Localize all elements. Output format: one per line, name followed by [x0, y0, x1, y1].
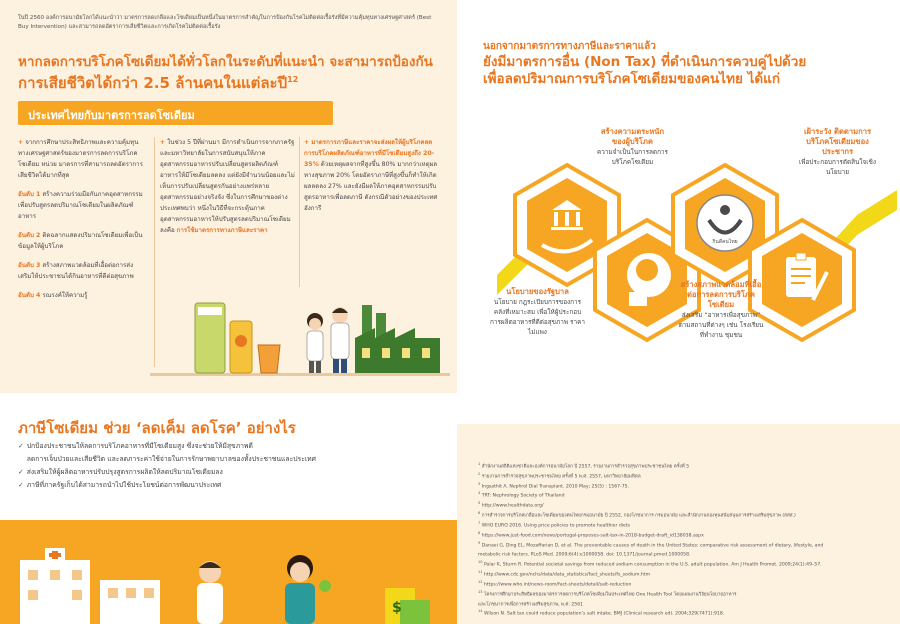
reference-item: $^7$ WHO EURO 2016. Using price policies to promote healthier diets	[478, 520, 631, 529]
measure-title: นโยบายของรัฐบาล	[506, 287, 569, 296]
measure-desc: นโยบาย กฎระเบียบการของการคลังที่เหมาะสม เพื่อให้ผู้ประกอบการผลิตอาหารที่ดีต่อสุขภาพ ราคาไม่แพง	[490, 298, 585, 336]
reference-item: $^{13}$ โครงการศึกษาประสิทธิผลของมาตรการลดการบริโภคโซเดียมในประเทศไทย One Health Tool โดยแผนงานวิจัยนโยบายอาหาร	[478, 589, 737, 598]
list-item: ✓ ส่งเสริมให้ผู้ผลิตอาหารปรับปรุงสูตรการผลิตให้ลดปริมาณโซเดียมลง	[18, 468, 223, 476]
measure-desc: ความจำเป็นในการลดการบริโภคโซเดียม	[597, 148, 668, 166]
noodle-cup-icon	[258, 345, 280, 373]
reference-item: $^5$ http://www.healthdata.org/	[478, 501, 544, 509]
measure-2	[595, 127, 670, 167]
column-2	[160, 137, 295, 244]
building-icon	[100, 580, 160, 624]
rank-2: อันดับ 2 ติดฉลากแสดงปริมาณโซเดียมเพื่อเป็นข้อมูลให้ผู้บริโภค	[18, 232, 143, 250]
benefit-title: ภาษีโซเดียม ช่วย ‘ลดเค็ม ลดโรค’ อย่างไร	[18, 419, 296, 437]
measure-3	[678, 280, 764, 340]
measure-desc: เพื่อประกอบการตัดสินใจเชิงนโยบาย	[799, 158, 876, 176]
bag-logo	[235, 335, 247, 347]
col3-paragraph: + มาตรการภาษีและราคาจะส่งผลให้ผู้บริโภคลดการบริโภคผลิตภัณฑ์อาหารที่มีโซเดียมสูงถึง 20-35% ด้วยเหตุผลจากที่สูงขึ้น 80% มากกว่าเหตุผลทางสุขภาพ 20% โดยอัตราภาษีที่สูงขึ้นก็ทำให้เกิดผลลดลง 27% และยังมีผลให้ภาคอุตสาหกรรมปรับสูตรอาหารเพื่อลดภาษี ดังกรณีตัวอย่างของประเทศฮังการี	[304, 139, 438, 212]
list-item: ลดการเจ็บป่วยและเสียชีวิต และลดภาระค่าใช้จ่ายในการรักษาพยาบาลของทั้งประชาชนและประเทศ	[26, 455, 316, 463]
list-item: ✓ ภาษีที่ภาครัฐเก็บได้สามารถนำไปใช้ประโยชน์ต่อการพัฒนาประเทศ	[18, 481, 222, 489]
ground-line	[150, 373, 450, 376]
man-body	[197, 583, 223, 624]
reference-item: $^1$ สำนักงานสถิติแห่งชาติและองค์การอนามัยโลก ปี 2557, รายงานการสำรวจสุขภาพประชาชนไทย ครั้งที่ 5	[478, 462, 690, 470]
measure-title: เฝ้าระวัง ติดตามการบริโภคโซเดียมของประชากร	[803, 127, 872, 156]
banner-title: ประเทศไทยกับมาตรการลดโซเดียม	[28, 109, 195, 122]
intro-paragraph: ในปี 2560 องค์การอนามัยโลกได้แนะนำว่า มาตรการลดเกลือและโซเดียมเป็นหนึ่งในมาตรการสำคัญในการป้องกันโรคไม่ติดต่อเรื้อรังที่มีความคุ้มทุนทางเศรษฐศาสตร์ (Best Buy Intervention) และสามารถลดอัตราการเสียชีวิตและการเกิดโรคไม่ติดต่อเรื้อรัง	[18, 15, 432, 30]
headline-line2: การเสียชีวิตได้กว่า 2.5 ล้านคนในแต่ละปี$^{12}$	[18, 74, 299, 92]
measure-desc: ส่งเสริม “อาหารเพื่อสุขภาพ” ตามสถานที่ต่างๆ เช่น โรงเรียน ที่ทำงาน ชุมชน	[678, 311, 764, 339]
reference-item: $^{11}$ http://www.cdc.gov/nchs/data/data_statistics/fact_sheets/fs_sodium.htm	[478, 570, 651, 578]
measure-title: สร้างสภาพแวดล้อมที่เอื้อต่อการลดการบริโภคโซเดียม	[680, 280, 762, 309]
rank-1: อันดับ 1 สร้างความร่วมมือกับภาคอุตสาหกรรมเพื่อปรับสูตรลดปริมาณโซเดียมในผลิตภัณฑ์อาหาร	[18, 191, 143, 220]
woman-body	[285, 583, 315, 624]
man-body	[331, 323, 349, 359]
hospital-illustration	[0, 520, 457, 624]
reference-item: และโภชนาการเพื่อการสร้างเสริมสุขภาพ, พ.ศ. 2561	[478, 602, 584, 608]
reference-item: metabolic risk factors. PLoS Med. 2009;6(4):e1000058. doi: 10.1371/journal.pmed.1000058.	[478, 552, 691, 558]
reference-item: $^8$ https://www.just-food.com/news/portugal-proposes-salt-tax-in-2018-budget-draft_id138038.aspx	[478, 530, 704, 539]
non-tax-heading: นอกจากมาตรการทางภาษีและราคาแล้ว ยังมีมาตรการอื่น (Non Tax) ที่ดำเนินการควบคู่ไปด้วย เพื่อลดปริมาณการบริโภคโซเดียมของคนไทย ได้แก่	[483, 41, 807, 87]
reference-item: $^{12}$ https://www.who.int/news-room/fact-sheets/detail/salt-reduction	[478, 579, 632, 588]
col1-paragraph: + จากการศึกษาประสิทธิภาพและความคุ้มทุนทางเศรษฐศาสตร์ของมาตรการลดการบริโภคโซเดียม หน่วย มาตรการที่สามารถลดอัตราการเสียชีวิตได้มากที่สุด	[18, 139, 143, 179]
product-label	[198, 307, 222, 315]
factory-illustration	[150, 293, 450, 383]
apple-icon	[319, 580, 331, 592]
reference-item: $^3$ Ingsathit A. Nephrol Dial Transplant. 2010 May; 25(5) : 1567-75.	[478, 481, 630, 490]
benefit-list	[18, 441, 448, 493]
references-list	[478, 461, 888, 618]
woman-body	[307, 331, 323, 361]
section-banner	[18, 101, 333, 125]
col2-paragraph: + ในช่วง 5 ปีที่ผ่านมา มีการดำเนินการจากภาครัฐและมหาวิทยาลัยในการสนับสนุนให้ภาคอุตสาหกรรมอาหารปรับเปลี่ยนสูตรผลิตภัณฑ์อาหารให้มีโซเดียมลดลง แต่ยังมีจำนวนน้อยและไม่เห็นการปรับเปลี่ยนสูตรกันอย่างแพร่หลาย อุตสาหกรรมอย่างจริงจัง ซึ่งในการศึกษาของต่างประเทศพบว่า หนึ่งในวิธีที่จะกระตุ้นภาคอุตสาหกรรมอาหารให้ปรับสูตรลดปริมาณโซเดียมลงคือ การใช้มาตรการทางภาษีและราคา	[160, 139, 295, 234]
measure-title: สร้างความตระหนักของผู้บริโภค	[600, 127, 665, 146]
brain-icon	[636, 259, 658, 281]
svg-text:$: $	[392, 600, 402, 616]
column-divider	[299, 137, 300, 287]
reference-item: $^{14}$ Wilson N. Salt tax could reduce population’s salt intake. BMJ (Clinical research ed). 2004;329(7471):918.	[478, 609, 725, 617]
logo-text: กินดีคนไทย	[712, 239, 738, 245]
column-3	[304, 137, 442, 222]
reference-item: $^6$ การสำรวจการบริโภคเกลือและโซเดียมของคนไทยกรมอนามัย ปี 2552, กองโภชนาการ กรมอนามัย และสำนักงานกองทุนสนับสนุนการสร้างเสริมสุขภาพ (สสส.)	[478, 511, 796, 519]
headline-line1: หากลดการบริโภคโซเดียมได้ทั่วโลกในระดับที่แนะนำ จะสามารถป้องกัน	[18, 54, 433, 70]
reference-item: $^4$ TRT: Nephrology Society of Thailand	[478, 491, 565, 500]
reference-item: $^2$ รายงานการสำรวจสุขภาพประชาชนไทย ครั้งที่ 5 พ.ศ. 2557, มหาวิทยาลัยมหิดล	[478, 471, 641, 480]
measure-4	[795, 127, 880, 177]
column-1	[18, 137, 146, 309]
headline	[18, 54, 443, 92]
list-item: ✓ ปกป้องประชาชนให้ลดการบริโภคอาหารที่มีโซเดียมสูง ซึ่งจะช่วยให้มีสุขภาพดี	[18, 442, 253, 450]
reference-item: $^{10}$ Palar K, Sturm R. Potential societal savings from reduced sodium consumption in the U.S. adult population. Am J Health Promot. 2009;24(1):49–57.	[478, 560, 822, 568]
rank-3: อันดับ 3 สร้างสภาพแวดล้อมที่เอื้อต่อการส่งเสริมให้ประชาชนได้กินอาหารที่ดีต่อสุขภาพ	[18, 262, 134, 280]
reference-item: $^9$ Danaei G, Ding EL, Mozaffarian D, et al. The preventable causes of death in the United States: comparative risk assessment of dietary, lifestyle, and	[478, 540, 824, 549]
measure-1	[490, 287, 585, 337]
rank-4: อันดับ 4 รณรงค์ให้ความรู้	[18, 292, 88, 299]
